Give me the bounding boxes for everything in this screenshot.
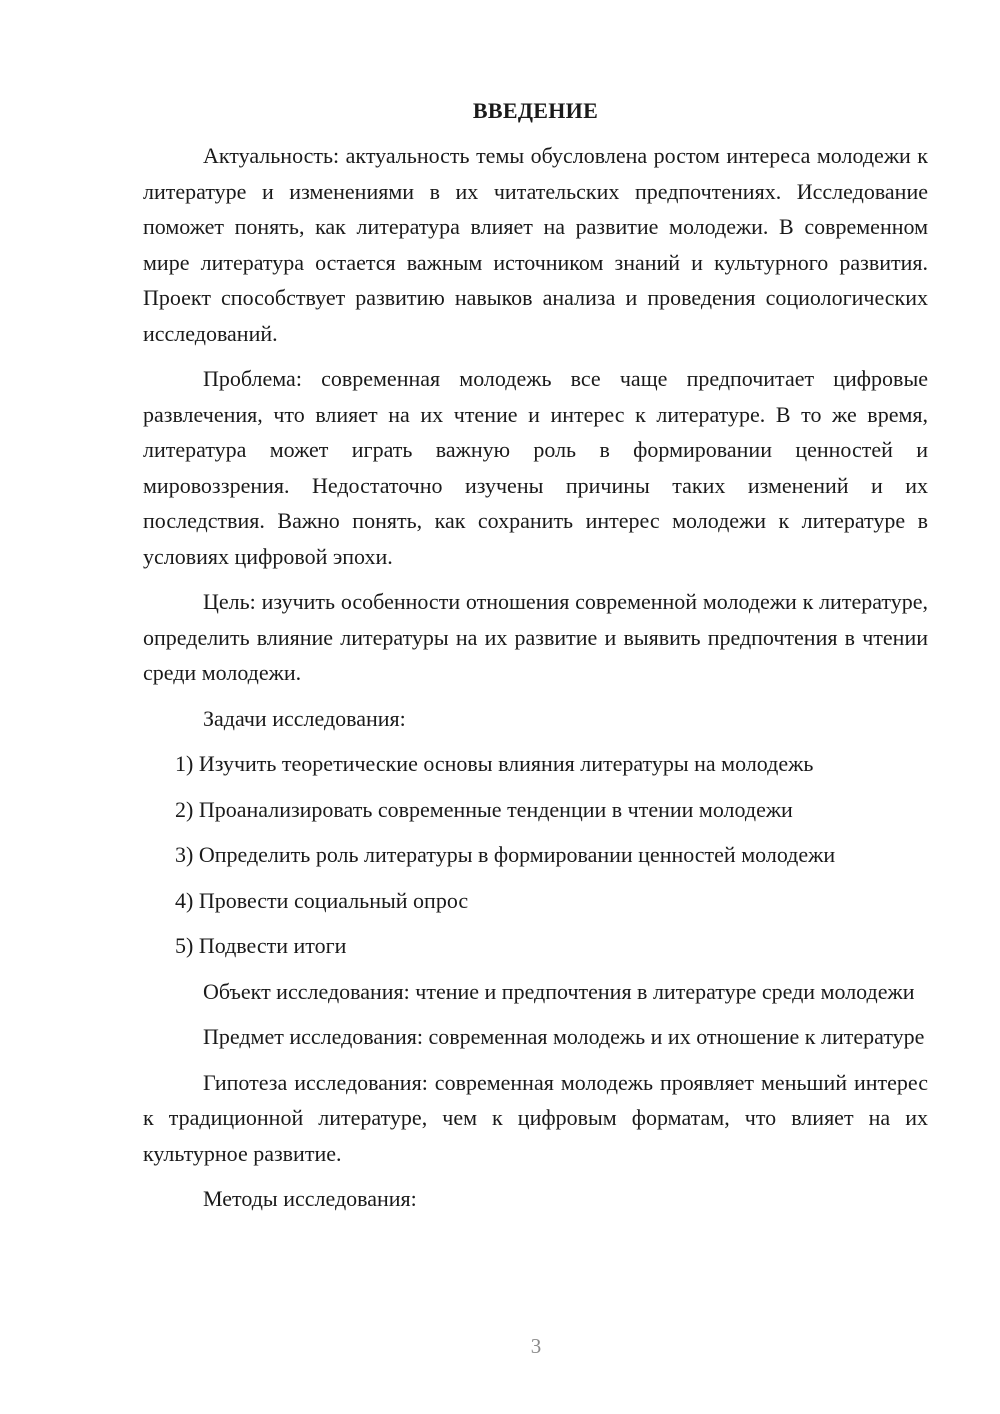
task-item: 5) Подвести итоги [175, 933, 347, 958]
task-item: 3) Определить роль литературы в формировании ценностей молодежи [175, 842, 836, 867]
page-content [143, 96, 928, 1227]
paragraph-subject: Предмет исследования: современная молодежь и их отношение к литературе [203, 1024, 925, 1049]
paragraph-relevance: Актуальность: актуальность темы обусловлена ростом интереса молодежи к литературе и изменениями в их читательских предпочтениях. Исследование поможет понять, как литература влияет на развитие молодежи. В современном мире литература остается важным источником знаний и культурного развития. Проект способствует развитию навыков анализа и проведения социологических исследований. [143, 143, 928, 346]
methods-heading: Методы исследования: [203, 1186, 417, 1211]
task-item: 2) Проанализировать современные тенденции в чтении молодежи [175, 796, 793, 822]
page-number: 3 [530, 1334, 542, 1358]
paragraph-problem: Проблема: современная молодежь все чаще предпочитает цифровые развлечения, что влияет на их чтение и интерес к литературе. В то же время, литература может играть важную роль в формировании ценностей и мировоззрения. Недостаточно изучены причины таких изменений и их последствия. Важно понять, как сохранить интерес молодежи к литературе в условиях цифровой эпохи. [143, 366, 928, 569]
page-title: ВВЕДЕНИЕ [472, 98, 599, 123]
task-item: 1) Изучить теоретические основы влияния литературы на молодежь [175, 751, 814, 776]
task-item: 4) Провести социальный опрос [175, 887, 469, 913]
paragraph-object: Объект исследования: чтение и предпочтения в литературе среди молодежи [203, 978, 915, 1004]
paragraph-hypothesis: Гипотеза исследования: современная молодежь проявляет меньший интерес к традиционной литературе, чем к цифровым форматам, что влияет на их культурное развитие. [143, 1069, 928, 1166]
tasks-heading: Задачи исследования: [203, 705, 406, 731]
paragraph-goal: Цель: изучить особенности отношения современной молодежи к литературе, определить влияние литературы на их развитие и выявить предпочтения в чтении среди молодежи. [143, 589, 928, 685]
